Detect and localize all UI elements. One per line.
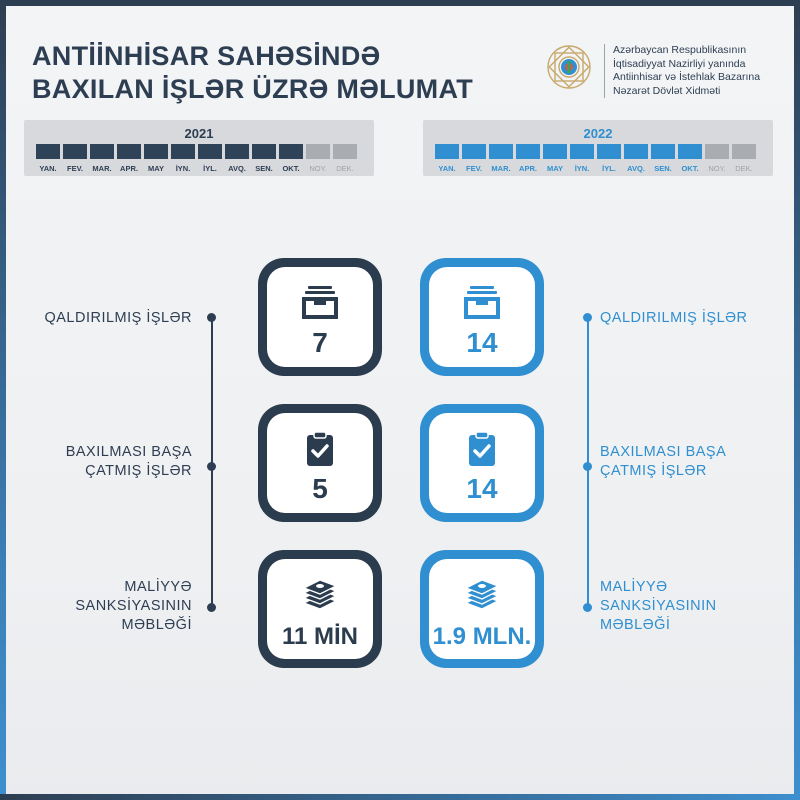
month-label: NOY. [309, 164, 327, 173]
left-dot-2 [207, 462, 216, 471]
month-label: MAR. [92, 164, 112, 173]
right-dot-3 [583, 603, 592, 612]
month-bar [732, 144, 756, 159]
right-dot-2 [583, 462, 592, 471]
label-text: QALDIRILMIŞ İŞLƏR [600, 310, 748, 326]
card-inner [267, 413, 373, 513]
month-label: YAN. [438, 164, 456, 173]
label-sanction-2021 [75, 578, 192, 635]
frame-left [0, 0, 6, 800]
month-label: İYL. [203, 164, 217, 173]
month-bar [198, 144, 222, 159]
card-value: 11 MİN [281, 623, 359, 650]
timeline-bars [435, 144, 756, 159]
card-value: 14 [466, 327, 498, 358]
month-label: İYL. [602, 164, 616, 173]
month-bar [678, 144, 702, 159]
label-text: SANKSİYASININ [600, 598, 717, 614]
timeline-2021 [24, 120, 374, 176]
left-dot-1 [207, 313, 216, 322]
card-cases-filed-2022 [420, 258, 544, 376]
month-label: SEN. [255, 164, 273, 173]
month-bar [651, 144, 675, 159]
card-sanction-2021 [258, 550, 382, 668]
month-bar [597, 144, 621, 159]
label-text: MƏBLƏĞİ [600, 617, 671, 633]
month-label: NOY. [708, 164, 726, 173]
label-text: BAXILMASI BAŞA [65, 444, 192, 460]
month-label: MAR. [491, 164, 511, 173]
label-sanction-2022 [600, 578, 717, 635]
org-line-4: Nəzarət Dövlət Xidməti [613, 84, 721, 97]
month-label: OKT. [681, 164, 699, 173]
label-text: BAXILMASI BAŞA [600, 444, 727, 460]
month-bar [90, 144, 114, 159]
org-line-1: Azərbaycan Respublikasının [613, 44, 747, 56]
month-bar [462, 144, 486, 159]
label-completed-2022 [600, 443, 726, 481]
month-label: OKT. [282, 164, 300, 173]
inbox-tray-icon [462, 285, 502, 321]
label-text: SANKSİYASININ [75, 598, 192, 614]
month-bar [570, 144, 594, 159]
card-completed-2022 [420, 404, 544, 522]
month-label: DEK. [735, 164, 753, 173]
month-label: İYN. [175, 164, 191, 173]
month-label: FEV. [466, 164, 482, 173]
title-line-1: ANTİİNHİSAR SAHƏSİNDƏ [32, 41, 381, 71]
month-label: YAN. [39, 164, 57, 173]
month-bar [252, 144, 276, 159]
clipboard-check-icon [462, 431, 502, 467]
right-dot-1 [583, 313, 592, 322]
card-value: 14 [466, 473, 498, 504]
label-text: QALDIRILMIŞ İŞLƏR [44, 310, 192, 326]
frame-top [0, 0, 800, 6]
timeline-year: 2021 [184, 126, 214, 141]
label-cases-filed-2021 [44, 309, 192, 328]
month-bar [36, 144, 60, 159]
month-bar [144, 144, 168, 159]
card-inner [267, 559, 373, 659]
month-bar [63, 144, 87, 159]
clipboard-check-icon [300, 431, 340, 467]
emblem-logo-icon [544, 42, 594, 92]
month-bar [489, 144, 513, 159]
timeline-months [435, 164, 756, 173]
month-bar [117, 144, 141, 159]
card-value: 7 [312, 327, 328, 358]
month-label: AVQ. [228, 164, 246, 173]
timeline-months [36, 164, 357, 173]
left-dot-3 [207, 603, 216, 612]
card-inner [429, 267, 535, 367]
money-stack-icon [462, 577, 502, 613]
org-line-3: Antiinhisar və İstehlak Bazarına [613, 71, 761, 83]
card-sanction-2022 [420, 550, 544, 668]
frame-right [794, 0, 800, 800]
page-title [32, 40, 473, 106]
org-line-2: İqtisadiyyat Nazirliyi yanında [613, 57, 746, 70]
timeline-2022 [423, 120, 773, 176]
month-label: İYN. [574, 164, 590, 173]
month-bar [435, 144, 459, 159]
card-cases-filed-2021 [258, 258, 382, 376]
money-stack-icon [300, 577, 340, 613]
month-bar [624, 144, 648, 159]
label-text: MALİYYƏ [600, 579, 668, 595]
month-bar [543, 144, 567, 159]
month-bar [516, 144, 540, 159]
organization-name [604, 44, 793, 98]
month-bar [306, 144, 330, 159]
month-label: DEK. [336, 164, 354, 173]
month-bar [333, 144, 357, 159]
card-value: 1.9 MLN. [432, 623, 532, 650]
label-text: ÇATMIŞ İŞLƏR [600, 463, 707, 479]
timeline-year: 2022 [583, 126, 613, 141]
label-text: MƏBLƏĞİ [121, 617, 192, 633]
month-bar [705, 144, 729, 159]
month-bar [225, 144, 249, 159]
label-text: MALİYYƏ [124, 579, 192, 595]
month-bar [171, 144, 195, 159]
month-label: APR. [120, 164, 138, 173]
label-completed-2021 [66, 443, 192, 481]
month-label: APR. [519, 164, 537, 173]
month-label: AVQ. [627, 164, 645, 173]
month-label: MAY [547, 164, 563, 173]
card-inner [267, 267, 373, 367]
timeline-bars [36, 144, 357, 159]
inbox-tray-icon [300, 285, 340, 321]
month-label: MAY [148, 164, 164, 173]
title-line-2: BAXILAN İŞLƏR ÜZRƏ MƏLUMAT [32, 74, 474, 104]
card-inner [429, 413, 535, 513]
card-value: 5 [312, 473, 328, 504]
label-cases-filed-2022 [600, 309, 748, 328]
frame-bottom [0, 794, 800, 800]
month-label: SEN. [654, 164, 672, 173]
card-completed-2021 [258, 404, 382, 522]
month-bar [279, 144, 303, 159]
month-label: FEV. [67, 164, 83, 173]
label-text: ÇATMIŞ İŞLƏR [85, 463, 192, 479]
card-inner [429, 559, 535, 659]
